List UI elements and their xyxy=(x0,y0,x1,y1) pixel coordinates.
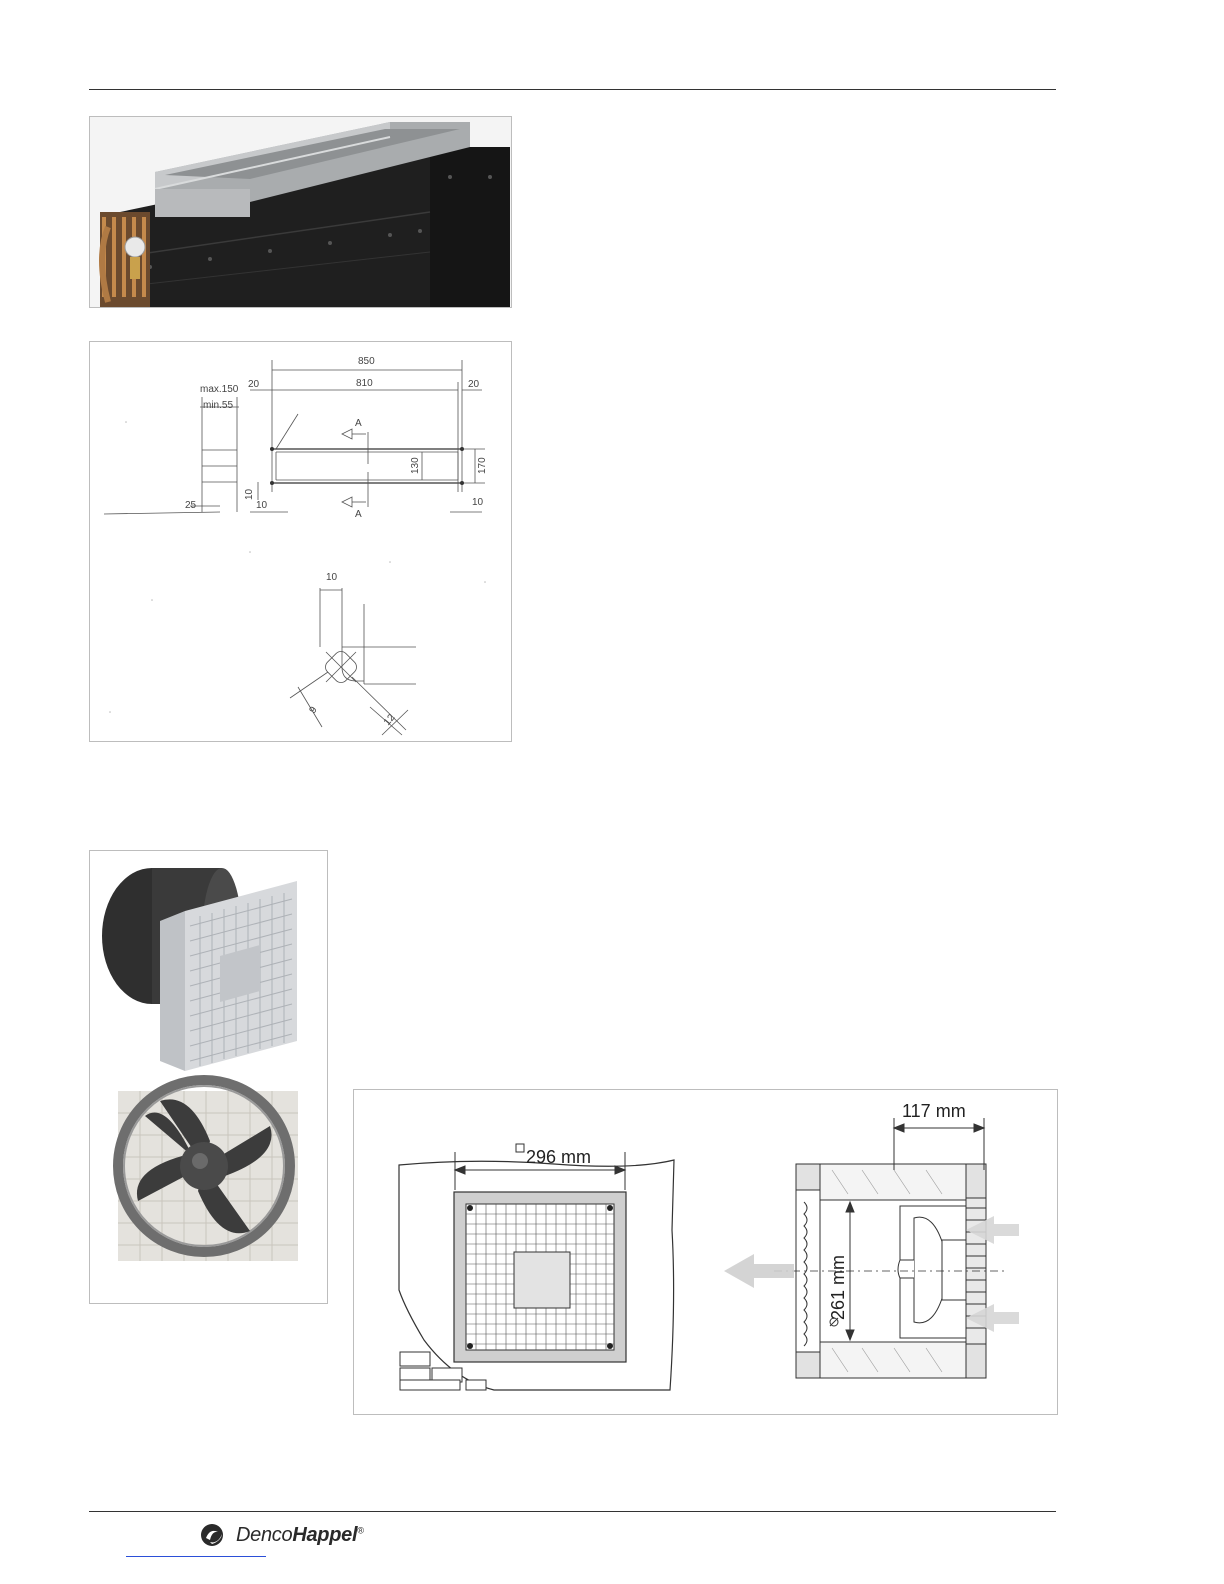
photo-axial-fan xyxy=(89,850,328,1304)
footer-rule xyxy=(89,1511,1056,1512)
footer-brand-logo xyxy=(200,1520,364,1550)
dim-min: min.55 xyxy=(203,400,234,411)
dim-overall: 850 xyxy=(358,356,375,367)
footer-link-underline[interactable] xyxy=(126,1556,266,1557)
brand-bold: Happel xyxy=(292,1523,358,1546)
dim-grille-width: 296 mm xyxy=(526,1147,592,1167)
detail-gap: 10 xyxy=(326,572,338,583)
section-mark-bottom: A xyxy=(355,509,362,520)
detail-diag-b: 12 xyxy=(381,712,398,728)
photo-slot-diffuser-unit xyxy=(89,116,512,308)
dim-fan-depth: 117 mm xyxy=(902,1101,966,1121)
dim-bottom-10-right: 10 xyxy=(472,497,484,508)
dim-max: max.150 xyxy=(200,384,239,395)
brand-registered: ® xyxy=(357,1524,364,1535)
dim-height-outer: 170 xyxy=(477,457,488,474)
axial-fan-images xyxy=(90,851,327,1303)
denco-happel-logo-icon xyxy=(200,1522,230,1548)
dim-height-inner: 130 xyxy=(410,457,421,474)
slot-diffuser-dimension-drawing xyxy=(89,341,512,742)
dim-inner: 810 xyxy=(356,378,373,389)
dim-left-offset: 20 xyxy=(248,379,260,390)
section-mark-top: A xyxy=(355,418,362,429)
dim-fan-diameter: 261 mm xyxy=(828,1254,848,1320)
installation-drawing xyxy=(354,1090,1057,1414)
brand-name xyxy=(236,1524,364,1547)
detail-diag-a: 9 xyxy=(307,704,320,716)
dimension-drawing xyxy=(90,342,511,741)
dim-bottom-10-vertical: 10 xyxy=(244,488,255,500)
dim-right-offset: 20 xyxy=(468,379,480,390)
dim-bottom-25: 25 xyxy=(185,500,197,511)
axial-fan-installation-drawing xyxy=(353,1089,1058,1415)
header-rule xyxy=(89,89,1056,90)
dim-bottom-10-left: 10 xyxy=(256,500,268,511)
brand-regular: Denco xyxy=(236,1523,293,1546)
slot-diffuser-unit-image xyxy=(90,117,511,307)
